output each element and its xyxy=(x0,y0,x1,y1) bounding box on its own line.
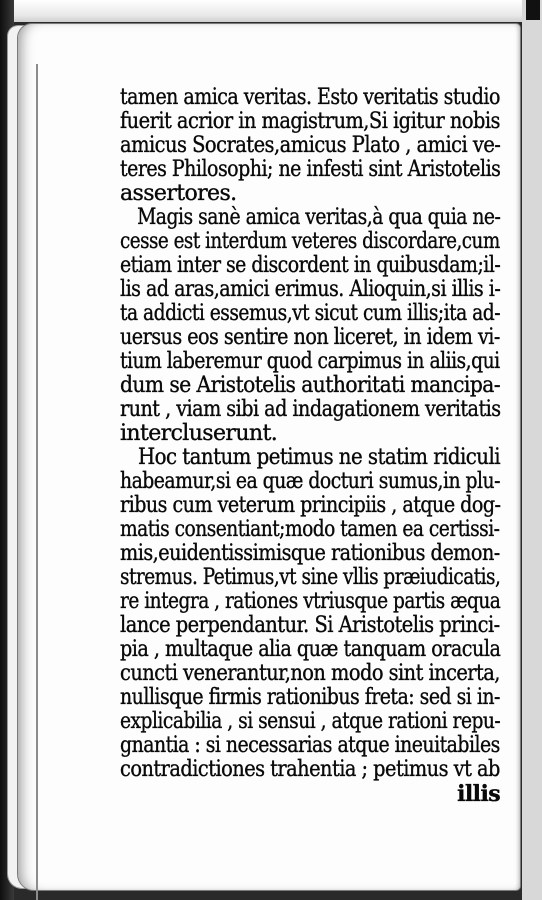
text-line: Hoc tantum petimus ne statim ridiculi xyxy=(137,445,501,470)
text-line: gnantia : si necessarias atque ineuitabiles xyxy=(120,733,500,758)
gutter-shadow-line xyxy=(36,64,38,900)
text-line: intercluserunt. xyxy=(120,421,278,446)
text-line: cesse est interdum veteres discordare,cum xyxy=(120,229,500,254)
right-edge-strip xyxy=(522,0,542,900)
top-margin-band xyxy=(0,0,542,22)
text-line: ribus cum veterum principiis , atque dog- xyxy=(120,493,501,518)
text-line: uersus eos sentire non liceret, in idem vi- xyxy=(120,325,500,350)
text-line: teres Philosophi; ne infesti sint Aristotelis xyxy=(120,157,501,182)
text-line: Magis sanè amica veritas,à qua quia ne- xyxy=(137,205,501,230)
text-line: matis consentiant;modo tamen ea certissi- xyxy=(120,517,500,542)
text-line: nullisque firmis rationibus freta: sed si in- xyxy=(120,685,500,710)
corner-tab xyxy=(526,0,540,20)
text-line: ta addicti essemus,vt sicut cum illis;ita ad- xyxy=(120,301,501,326)
text-line: fuerit acrior in magistrum,Si igitur nobis xyxy=(120,109,500,134)
text-line: lis ad aras,amici erimus. Alioquin,si illis i- xyxy=(120,277,501,302)
text-line: cuncti venerantur,non modo sint incerta, xyxy=(120,661,500,686)
text-line: stremus. Petimus,vt sine vllis præiudicatis, xyxy=(120,565,501,590)
text-line: tium laberemur quod carpimus in aliis,qui xyxy=(120,349,500,374)
text-line: contradictiones trahentia ; petimus vt ab xyxy=(120,757,500,782)
text-line: amicus Socrates,amicus Plato , amici ve- xyxy=(120,133,501,158)
text-line: tamen amica veritas. Esto veritatis studio xyxy=(120,85,500,110)
catchword: illis xyxy=(457,781,500,807)
text-line: dum se Aristotelis authoritati mancipa- xyxy=(120,373,501,398)
text-line: pia , multaque alia quæ tanquam oracula xyxy=(120,637,501,662)
text-line: re integra , rationes vtriusque partis æqua xyxy=(120,589,501,614)
text-line: mis,euidentissimisque rationibus demon- xyxy=(120,541,500,566)
text-line: etiam inter se discordent in quibusdam;il- xyxy=(120,253,501,278)
body-text xyxy=(120,86,500,806)
text-line: runt , viam sibi ad indagationem veritatis xyxy=(120,397,501,422)
text-line: lance perpendantur. Si Aristotelis princi- xyxy=(120,613,500,638)
text-line: assertores. xyxy=(120,181,237,206)
text-line: habeamur,si ea quæ docturi sumus,in plu- xyxy=(120,469,500,494)
text-line: explicabilia , si sensui , atque rationi repu- xyxy=(120,709,501,734)
